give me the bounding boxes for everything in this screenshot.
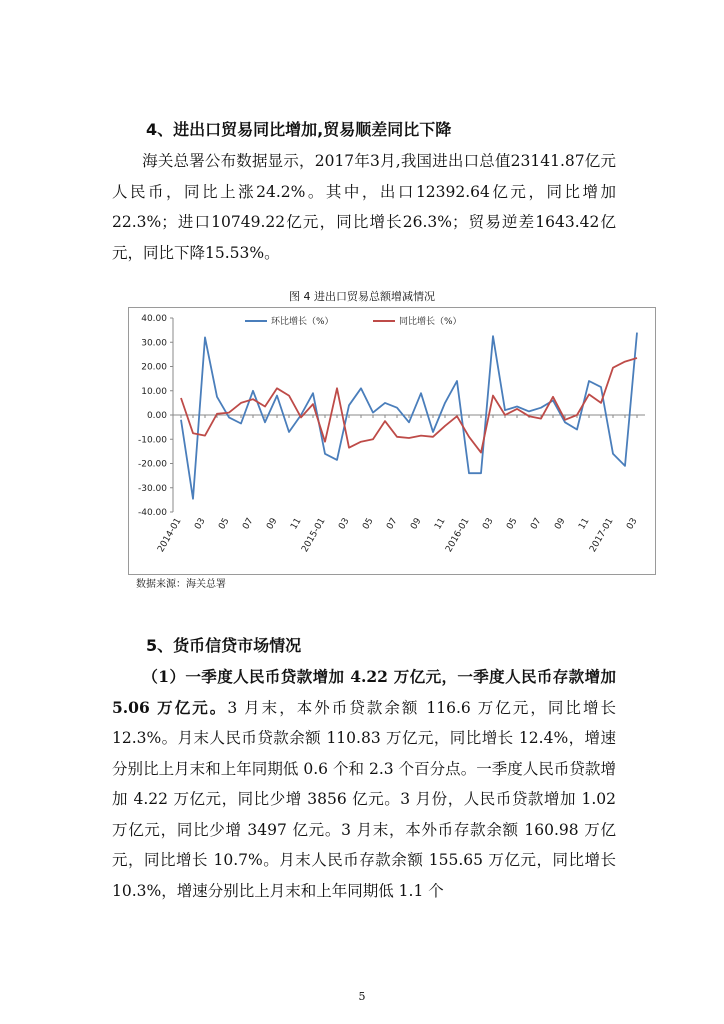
trade-chart xyxy=(128,307,656,575)
x-tick-label: 11 xyxy=(577,516,592,532)
series-line-yoy xyxy=(181,358,637,453)
trade-line-chart xyxy=(129,308,655,574)
x-tick-label: 09 xyxy=(553,516,568,532)
section-5-bold-lead: （1）一季度人民币贷款增加 4.22 万亿元，一季度人民币存款增加 5.06 万亿元。 xyxy=(112,667,616,717)
x-tick-label: 07 xyxy=(385,516,400,532)
section-4-text: 海关总署公布数据显示，2017年3月,我国进出口总值23141.87亿元人民币，同比上涨24.2%。其中，出口12392.64亿元，同比增加22.3%；进口10749.22亿元，同比增长26.3%；贸易逆差1643.42亿元，同比下降15.53%。 xyxy=(112,152,616,262)
figure-caption: 图 4 进出口贸易总额增减情况 xyxy=(289,290,435,303)
x-tick-label: 07 xyxy=(529,516,544,532)
x-tick-label: 03 xyxy=(193,516,208,532)
x-tick-label: 05 xyxy=(361,516,376,532)
legend-label: 环比增长（%） xyxy=(271,317,334,327)
x-tick-label: 09 xyxy=(409,516,424,532)
section-5-text: 3 月末，本外币贷款余额 116.6 万亿元，同比增长 12.3%。月末人民币贷款余额 110.83 万亿元，同比增长 12.4%，增速分别比上月末和上年同期低 0.6 个和 2.3 个百分点。一季度人民币贷款增加 4.22 万亿元，同比少增 3856 亿元。3 月份，人民币贷款增加 1.02 万亿元，同比少增 3497 亿元。3 月末，本外币存款余额 160.98 万亿元，同比增长 10.7%。月末人民币存款余额 155.65 万亿元，同比增长 10.3%，增速分别比上月末和上年同期低 1.1 个 xyxy=(112,698,616,900)
y-tick-label: 20.00 xyxy=(141,362,167,373)
section-5-paragraph xyxy=(112,662,616,906)
y-tick-label: 30.00 xyxy=(141,338,167,349)
y-tick-label: 10.00 xyxy=(141,386,167,397)
x-tick-label: 2014-01 xyxy=(156,516,184,555)
y-tick-label: 0.00 xyxy=(146,411,167,421)
x-tick-label: 07 xyxy=(241,516,256,532)
x-tick-label: 03 xyxy=(481,516,496,532)
y-tick-label: -20.00 xyxy=(137,459,167,470)
page-number: 5 xyxy=(358,990,366,1003)
x-tick-label: 11 xyxy=(289,516,304,532)
section-5-heading: 5、货币信贷市场情况 xyxy=(146,636,302,655)
section-4-heading: 4、进出口贸易同比增加,贸易顺差同比下降 xyxy=(146,120,452,139)
figure-source: 数据来源：海关总署 xyxy=(136,579,226,590)
x-tick-label: 03 xyxy=(625,516,640,532)
x-tick-label: 2017-01 xyxy=(588,516,616,555)
y-tick-label: -30.00 xyxy=(137,483,167,494)
x-tick-label: 05 xyxy=(505,516,520,532)
x-tick-label: 11 xyxy=(433,516,448,532)
x-tick-label: 05 xyxy=(217,516,232,532)
x-tick-label: 2016-01 xyxy=(444,516,472,555)
y-tick-label: -40.00 xyxy=(137,508,167,518)
y-tick-label: 40.00 xyxy=(141,314,167,324)
legend-label: 同比增长（%） xyxy=(399,317,462,327)
x-tick-label: 2015-01 xyxy=(300,516,328,555)
y-tick-label: -10.00 xyxy=(137,435,167,446)
x-tick-label: 09 xyxy=(265,516,280,532)
section-4-paragraph xyxy=(112,146,616,268)
x-tick-label: 03 xyxy=(337,516,352,532)
